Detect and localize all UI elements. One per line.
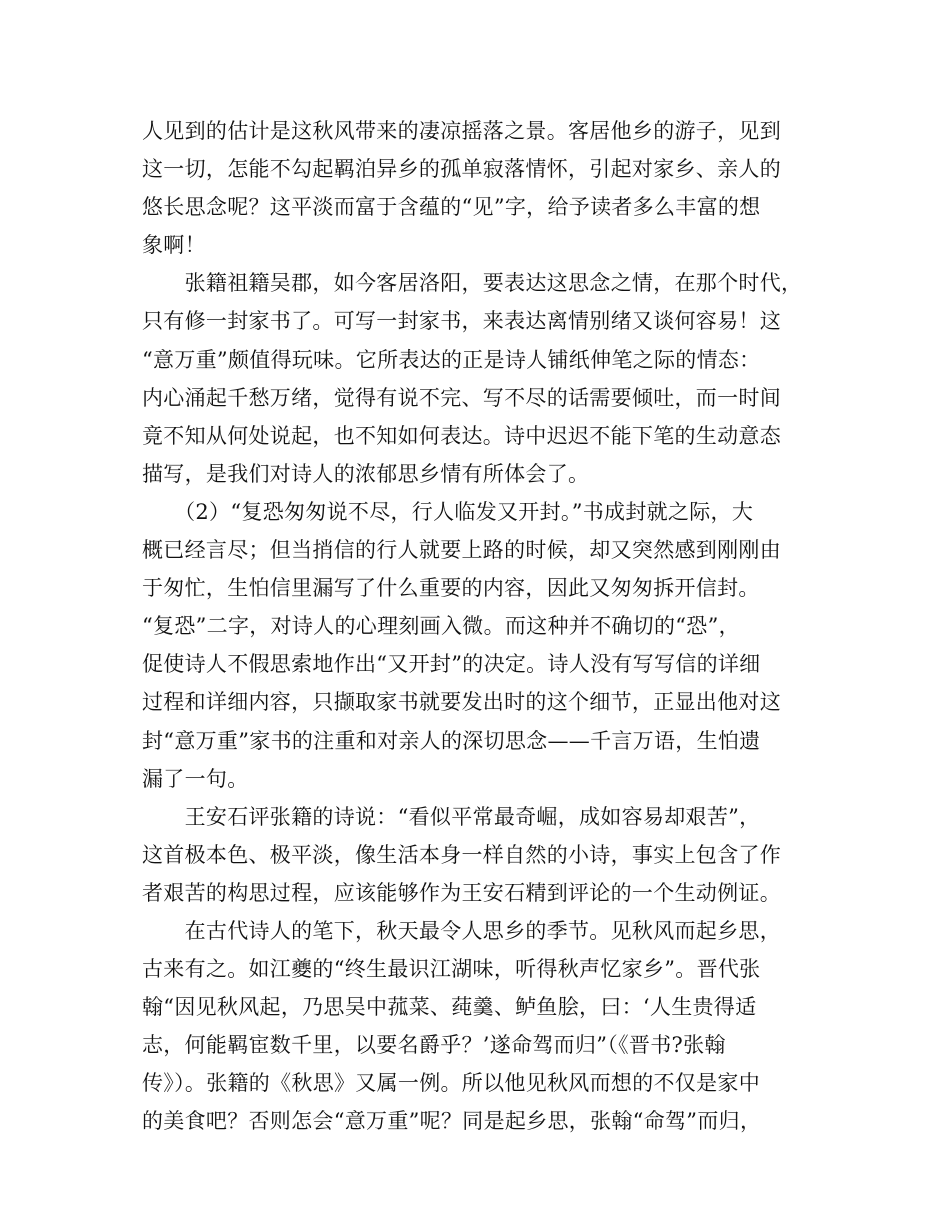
text-line: 促使诗人不假思索地作出“又开封”的决定。诗人没有写写信的详细 [142, 652, 761, 677]
text-line: 张籍祖籍吴郡，如今客居洛阳，要表达这思念之情，在那个时代， [142, 271, 803, 296]
text-line: “意万重”颇值得玩味。它所表达的正是诗人铺纸伸笔之际的情态： [142, 347, 761, 372]
text-line: 概已经言尽；但当捎信的行人就要上路的时候，却又突然感到刚刚由 [142, 538, 781, 563]
text-line: （2）“复恐匆匆说不尽，行人临发又开封。”书成封就之际，大 [142, 499, 754, 524]
text-line: 象啊！ [142, 233, 206, 258]
text-line: 封“意万重”家书的注重和对亲人的深切思念——千言万语，生怕遗 [142, 728, 761, 753]
text-line: 翰“因见秋风起，乃思吴中菰菜、莼羹、鲈鱼脍，曰：‘人生贵得适 [142, 995, 757, 1020]
text-line: 于匆忙，生怕信里漏写了什么重要的内容，因此又匆匆拆开信封。 [142, 576, 760, 601]
text-line: 志，何能羁宦数千里，以要名爵乎？’遂命驾而归”（《晋书?张翰 [142, 1033, 726, 1058]
text-line: 描写，是我们对诗人的浓郁思乡情有所体会了。 [142, 461, 590, 486]
text-line: 这首极本色、极平淡，像生活本身一样自然的小诗，事实上包含了作 [142, 842, 781, 867]
text-line: 者艰苦的构思过程，应该能够作为王安石精到评论的一个生动例证。 [142, 880, 781, 905]
text-line: 的美食吧？否则怎会“意万重”呢？同是起乡思，张翰“命驾”而归， [142, 1109, 762, 1134]
text-line: 古来有之。如江夔的“终生最识江湖味，听得秋声忆家乡”。晋代张 [142, 957, 761, 982]
text-line: 传》）。张籍的《秋思》又属一例。所以他见秋风而想的不仅是家中 [142, 1071, 760, 1096]
text-line: 只有修一封家书了。可写一封家书，来表达离情别绪又谈何容易！这 [142, 309, 781, 334]
text-line: 漏了一句。 [142, 766, 249, 791]
text-line: “复恐”二字，对诗人的心理刻画入微。而这种并不确切的“恐”， [142, 614, 740, 639]
text-line: 过程和详细内容，只撷取家书就要发出时的这个细节，正显出他对这 [142, 690, 781, 715]
text-line: 竟不知从何处说起，也不知如何表达。诗中迟迟不能下笔的生动意态 [142, 423, 781, 448]
text-line: 在古代诗人的笔下，秋天最令人思乡的季节。见秋风而起乡思， [142, 918, 781, 943]
text-line: 王安石评张籍的诗说：“看似平常最奇崛，成如容易却艰苦”， [142, 804, 761, 829]
text-line: 人见到的估计是这秋风带来的凄凉摇落之景。客居他乡的游子，见到 [142, 119, 781, 143]
text-line: 悠长思念呢？这平淡而富于含蕴的“见”字，给予读者多么丰富的想 [142, 195, 761, 220]
text-line: 内心涌起千愁万绪，觉得有说不完、写不尽的话需要倾吐，而一时间 [142, 385, 781, 410]
text-line: 这一切，怎能不勾起羁泊异乡的孤单寂落情怀，引起对家乡、亲人的 [142, 157, 781, 182]
body-text [142, 112, 832, 1141]
